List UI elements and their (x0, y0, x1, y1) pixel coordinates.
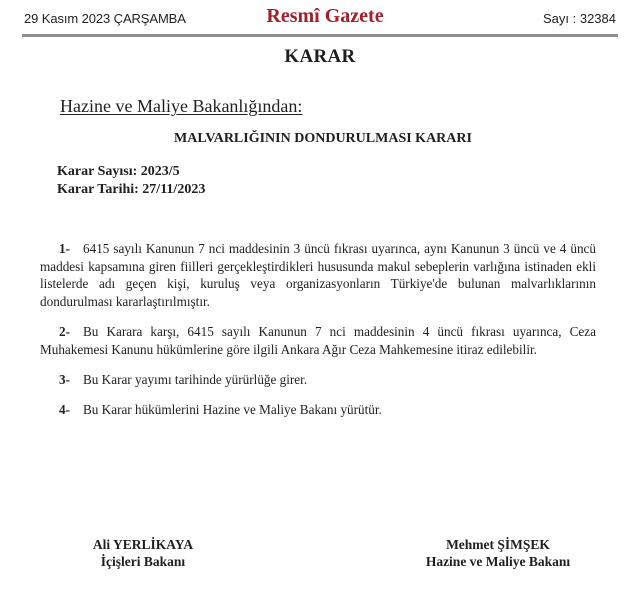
article-number: 3- (59, 372, 70, 388)
article-text: Bu Karar hükümlerini Hazine ve Maliye Bakanı yürütür. (83, 402, 382, 418)
signatory-role: Hazine ve Maliye Bakanı (425, 554, 571, 569)
article-3 (40, 371, 596, 389)
signature-finance-minister (393, 536, 603, 570)
issuing-ministry: Hazine ve Maliye Bakanlığından: (60, 96, 303, 116)
article-number: 1- (59, 241, 70, 256)
article-1 (40, 240, 596, 311)
decision-number: Karar Sayısı: 2023/5 (57, 164, 180, 179)
gazette-title: Resmî Gazete (266, 5, 384, 27)
decision-meta (57, 163, 205, 199)
article-text: Bu Karara karşı, 6415 sayılı Kanunun 7 nci maddesinin 4 üncü fıkrası uyarınca, Ceza Muhakemesi Kanunu hükümlerine göre ilgili Ankara Ağır Ceza Mahkemesine itiraz edilebilir. (40, 324, 596, 358)
decision-date: Karar Tarihi: 27/11/2023 (57, 182, 206, 197)
article-text: 6415 sayılı Kanunun 7 nci maddesinin 3 üncü fıkrası uyarınca, aynı Kanunun 3 üncü ve 4 üncü maddesi kapsamına giren fiilleri gerçekleştirdikleri hususunda makul sebeplerin varlığına istinaden ekli listelerde adı geçen kişi, kuruluş veya organizasyonların Türkiye'de bulunan malvarlıklarının dondurulması kararlaştırılmıştır. (40, 241, 596, 310)
article-4 (40, 401, 596, 419)
signature-block (0, 536, 640, 576)
header-divider (22, 34, 618, 37)
signature-interior-minister (43, 536, 243, 570)
gazette-header (22, 0, 618, 38)
signatory-name: Ali YERLİKAYA (92, 537, 194, 552)
publication-date: 29 Kasım 2023 ÇARŞAMBA (24, 11, 186, 26)
article-text: Bu Karar yayımı tarihinde yürürlüğe girer. (83, 372, 308, 388)
article-2 (40, 323, 596, 358)
decision-title: MALVARLIĞININ DONDURULMASI KARARI (174, 131, 472, 146)
issue-number: Sayı : 32384 (543, 11, 616, 26)
signatory-name: Mehmet ŞİMŞEK (446, 537, 550, 552)
signatory-role: İçişleri Bakanı (100, 554, 186, 569)
document-type-heading: KARAR (284, 46, 356, 67)
article-number: 4- (59, 402, 70, 418)
article-number: 2- (59, 324, 70, 340)
articles (40, 240, 596, 419)
